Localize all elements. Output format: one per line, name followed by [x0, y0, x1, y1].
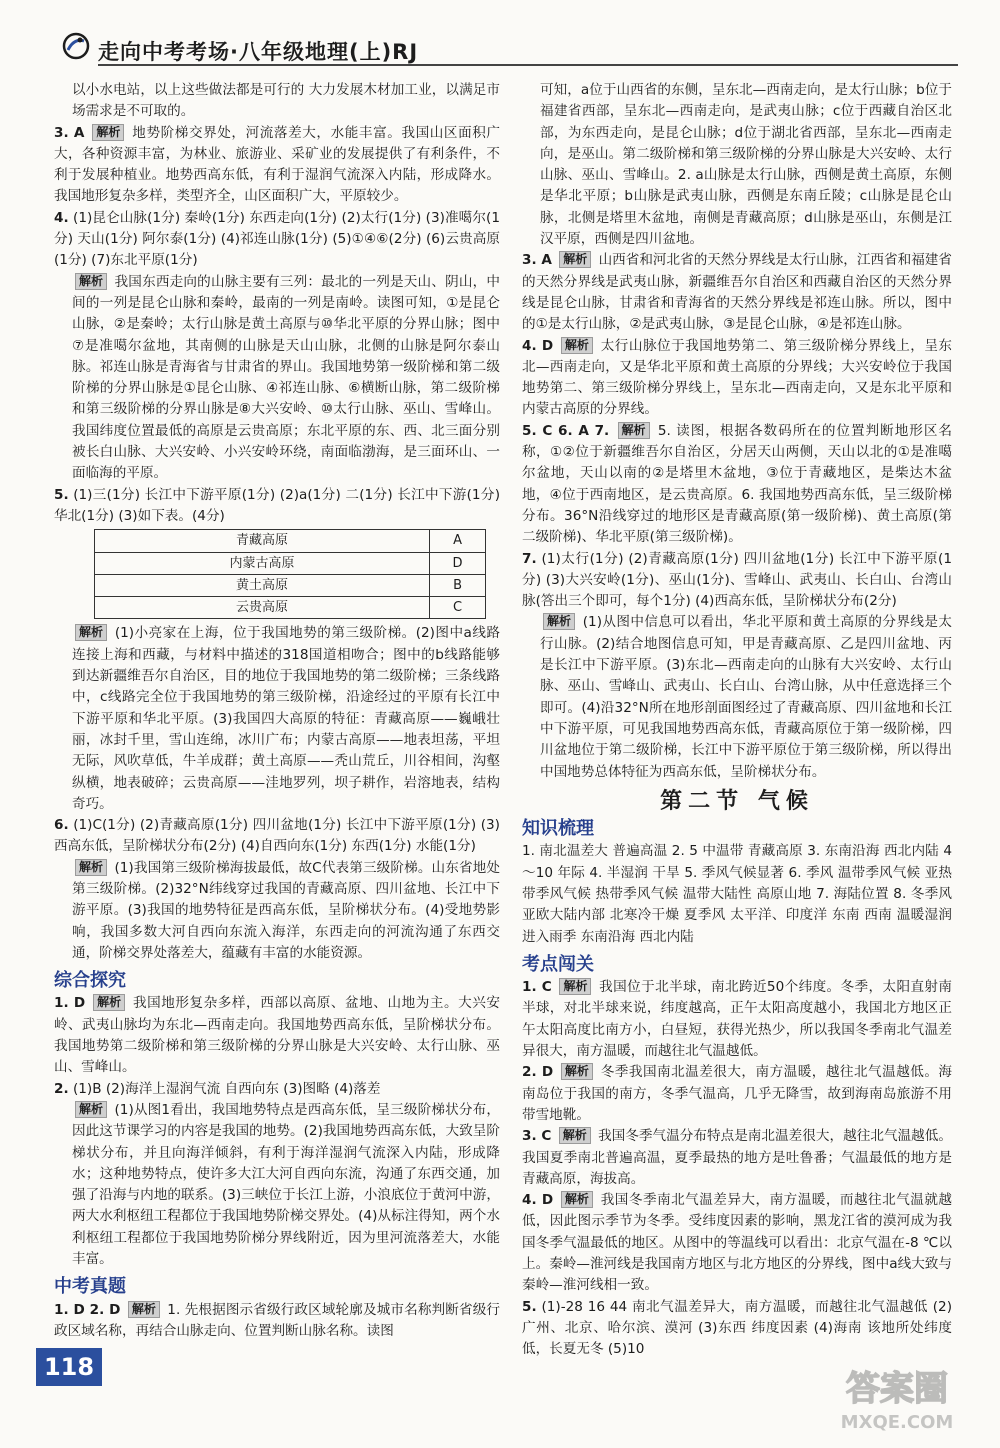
table-cell: 内蒙古高原: [95, 552, 430, 574]
table-cell: D: [430, 552, 486, 574]
q6-answer: (1)C(1分) (2)青藏高原(1分) 四川盆地(1分) 长江中下游平原(1分) (3)西高东低，呈阶梯状分布(2分) (4)自西向东(1分) 东西(1分) 水能(1分): [54, 817, 500, 855]
k1-block: [522, 977, 952, 1062]
q3-block: [54, 123, 500, 208]
k4-number: 4. D: [522, 1192, 554, 1209]
q3-explanation: 地势阶梯交界处，河流落差大，水能丰富。我国山区面积广大，各种资源丰富，为林业、旅游业、采矿业的发展提供了有利条件，不利于发展种植业。地势西高东低，有利于湿润气流深入内陆，形成降水。我国地形复杂多样，类型齐全，山区面积广大，平原较少。: [54, 124, 501, 205]
r3-explanation: 山西省和河北省的天然分界线是太行山脉，江西省和福建省的天然分界线是武夷山脉，新疆维吾尔自治区和西藏自治区的天然分界线是昆仑山脉，甘肃省和青海省的天然分界线是祁连山脉。所以，图中的①是太行山脉，②是武夷山脉，③是昆仑山脉，④是祁连山脉。: [522, 252, 952, 333]
q5-number: 5.: [54, 486, 69, 503]
r7-answer-block: [522, 549, 952, 613]
header-title: 走向中考考场·八年级地理(上)RJ: [98, 40, 419, 64]
z2-answer-block: [54, 1079, 500, 1100]
q5-explanation-block: [54, 623, 500, 815]
section-heading-zhishi: 知识梳理: [522, 818, 594, 840]
header-rule: [98, 64, 958, 66]
table-cell: B: [430, 574, 486, 596]
analysis-tag: 解析: [92, 124, 124, 141]
table-cell: 青藏高原: [95, 530, 430, 552]
z1-number: 1. D: [54, 995, 86, 1012]
analysis-tag: 解析: [75, 1101, 107, 1118]
zk-number: 1. D 2. D: [54, 1301, 121, 1318]
watermark-line1: 答案圈: [846, 1369, 948, 1409]
z2-number: 2.: [54, 1080, 69, 1097]
table-cell: C: [430, 597, 486, 619]
table-cell: 黄土高原: [95, 574, 430, 596]
r4-number: 4. D: [522, 337, 554, 354]
analysis-tag: 解析: [128, 1301, 160, 1318]
section-title-climate: 第二节 气候: [660, 788, 814, 814]
table-row: [95, 552, 486, 574]
k5-answer: (1)-28 16 44 南北气温差异大，南方温暖，而越往北气温越低 (2)广州、北京、哈尔滨、漠河 (3)东西 纬度因素 (4)海南 该地所处纬度低，长夏无冬 (5)10: [522, 1298, 952, 1358]
q6-explanation: (1)我国第三级阶梯海拔最低，故C代表第三级阶梯。山东省地处第三级阶梯。(2)32°N纬线穿过我国的青藏高原、四川盆地、长江中下游平原。(3)我国的地势特征是西高东低，呈阶梯状分布。(4)受地势影响，我国多数大河自西向东流入海洋，东西走向的河流沟通了东西交通，阶梯交界处落差大，蕴藏有丰富的水能资源。: [72, 859, 500, 961]
right-column: [522, 80, 952, 1361]
r4-explanation: 太行山脉位于我国地势第二、第三级阶梯分界线上，呈东北—西南走向，又是华北平原和黄土高原的分界线；大兴安岭位于我国地势第二、第三级阶梯分界线上，呈东北—西南走向，又是东北平原和内蒙古高原的分界线。: [522, 337, 952, 418]
k1-number: 1. C: [522, 979, 552, 996]
q5-answer: (1)三(1分) 长江中下游平原(1分) (2)a(1分) 二(1分) 长江中下游(1分) 华北(1分) (3)如下表。(4分): [54, 486, 500, 524]
plateau-answer-table: [94, 529, 486, 619]
watermark-line2: MXQE.COM: [840, 1412, 954, 1433]
right-intro-text: 可知，a位于山西省的东侧，呈东北—西南走向，是太行山脉；b位于福建省西部，呈东北—西南走向，是武夷山脉；c位于西藏自治区北部，为东西走向，是昆仑山脉；d位于湖北省西部，呈东北—西南走向，是巫山。第二级阶梯和第三级阶梯的分界山脉是大兴安岭、太行山脉、巫山、雪峰山。2. a山脉是太行山脉，西侧是黄土高原，东侧是华北平原；b山脉是武夷山脉，西侧是东南丘陵；c山脉是昆仑山脉，北侧是塔里木盆地，南侧是青藏高原；d山脉是巫山，东侧是江汉平原，西侧是四川盆地。: [540, 82, 952, 248]
analysis-tag: 解析: [561, 1191, 593, 1208]
k1-explanation: 我国位于北半球，南北跨近50个纬度。冬季，太阳直射南半球，对北半球来说，纬度越高，正午太阳高度越小，我国北方地区正午太阳高度比南方小，白昼短，获得光热少，所以我国冬季南北气温差异很大，南方温暖，而越往北气温越低。: [522, 979, 952, 1060]
z2-answer: (1)B (2)海洋上湿润气流 自西向东 (3)图略 (4)落差: [72, 1080, 381, 1097]
k2-block: [522, 1062, 952, 1126]
r5-block: [522, 421, 952, 549]
k3-explanation: 我国冬季气温分布特点是南北温差很大，越往北气温越低。我国夏季南北普遍高温，夏季最热的地方是吐鲁番；气温最低的地方是青藏高原，海拔高。: [522, 1128, 952, 1187]
analysis-tag: 解析: [561, 337, 593, 354]
k2-number: 2. D: [522, 1064, 554, 1081]
k4-block: [522, 1190, 952, 1296]
k5-block: [522, 1297, 952, 1361]
section-heading-zhongkao: 中考真题: [54, 1276, 126, 1298]
k4-explanation: 我国冬季南北气温差异大，南方温暖，而越往北气温就越低，因此图示季节为冬季。受纬度因素的影响，黑龙江省的漠河成为我国冬季气温最低的地区。从图中的等温线可以看出：北京气温在-8 ℃以上。秦岭—淮河线是我国南方地区与北方地区的分界线，图中a线大致与秦岭—淮河线相一致。: [522, 1192, 952, 1294]
table-row: [95, 574, 486, 596]
k3-number: 3. C: [522, 1128, 552, 1145]
analysis-tag: 解析: [543, 613, 575, 630]
analysis-tag: 解析: [561, 1063, 593, 1080]
z1-block: [54, 993, 500, 1078]
k5-number: 5.: [522, 1298, 537, 1315]
section-heading-zonghe: 综合探究: [54, 970, 126, 992]
analysis-tag: 解析: [559, 1127, 591, 1144]
z1-explanation: 我国地形复杂多样，西部以高原、盆地、山地为主。大兴安岭、武夷山脉均为东北—西南走向。我国地势西高东低，呈阶梯状分布。我国地势第二级阶梯和第三级阶梯的分界山脉是大兴安岭、太行山脉、巫山、雪峰山。: [54, 995, 501, 1076]
q4-answer: (1)昆仑山脉(1分) 秦岭(1分) 东西走向(1分) (2)太行(1分) (3)准噶尔(1分) 天山(1分) 阿尔泰(1分) (4)祁连山脉(1分) (5)①④⑥(2分) (6)云贵高原(1分) (7)东北平原(1分): [54, 209, 500, 269]
analysis-tag: 解析: [618, 422, 650, 439]
q3-number: 3. A: [54, 124, 85, 141]
table-cell: A: [430, 530, 486, 552]
table-row: [95, 530, 486, 552]
q5-explanation: (1)小亮家在上海，位于我国地势的第三级阶梯。(2)图中a线路连接上海和西藏，与材料中描述的318国道相吻合；图中的b线路能够到达新疆维吾尔自治区，目的地位于我国地势的第二级阶梯；三条线路中，c线路完全位于我国地势的第三级阶梯，沿途经过的平原有长江中下游平原和华北平原。(3)我国四大高原的特征：青藏高原——巍峨壮丽，冰封千里，雪山连绵，冰川广布；内蒙古高原——地表坦荡，平坦无际，风吹草低，牛羊成群；黄土高原——秃山荒丘，川谷相间，沟壑纵横，地表破碎；云贵高原——洼地罗列，坝子耕作，岩溶地表，结构奇巧。: [72, 625, 500, 812]
q6-explanation-block: [54, 858, 500, 964]
q6-answer-block: [54, 815, 500, 858]
k3-block: [522, 1126, 952, 1190]
q4-explanation-block: [54, 272, 500, 485]
r7-number: 7.: [522, 550, 537, 567]
q4-answer-block: [54, 208, 500, 272]
analysis-tag: 解析: [93, 994, 125, 1011]
section-heading-kaodian: 考点闯关: [522, 953, 594, 975]
table-cell: 云贵高原: [95, 597, 430, 619]
r5-number: 5. C 6. A 7.: [522, 422, 610, 439]
page-header: [54, 30, 954, 70]
analysis-tag: 解析: [559, 251, 591, 268]
analysis-tag: 解析: [75, 273, 107, 290]
k2-explanation: 冬季我国南北温差很大，南方温暖，越往北气温越低。海南岛位于我国的南方，冬季气温高，几乎无降雪，故到海南岛旅游不用带雪地靴。: [522, 1064, 952, 1123]
page-number: 118: [36, 1348, 102, 1386]
q4-number: 4.: [54, 209, 69, 226]
r7-answer: (1)太行(1分) (2)青藏高原(1分) 四川盆地(1分) 长江中下游平原(1分) (3)大兴安岭(1分)、巫山(1分)、雪峰山、武夷山、长白山、台湾山脉(答出三个即可，每个1分) (4)西高东低，呈阶梯状分布(2分): [522, 550, 952, 610]
analysis-tag: 解析: [75, 624, 107, 641]
r3-number: 3. A: [522, 252, 552, 269]
left-intro-text: 以小水电站，以上这些做法都是可行的 大力发展木材加工业，以满足市场需求是不可取的。: [72, 82, 500, 120]
r5-explanation: 5. 读图，根据各数码所在的位置判断地形区名称，①②位于新疆维吾尔自治区，分居天山两侧，天山以北的①是准噶尔盆地，天山以南的②是塔里木盆地，③位于青藏地区，是柴达木盆地，④位于西南地区，是云贵高原。6. 我国地势西高东低，呈三级阶梯分布。36°N沿线穿过的地形区是青藏高原(第一级阶梯)、黄土高原(第二级阶梯)、华北平原(第三级阶梯)。: [522, 422, 953, 546]
r3-block: [522, 250, 952, 335]
r4-block: [522, 336, 952, 421]
watermark-logo: [812, 1360, 982, 1436]
z2-explanation: (1)从图1看出，我国地势特点是西高东低，呈三级阶梯状分布，因此这节课学习的内容是我国的地势。(2)我国地势西高东低，大致呈阶梯状分布，并且向海洋倾斜，有利于海洋湿润气流深入内陆，形成降水；这种地势特点，使许多大江大河自西向东流，沟通了东西交通，加强了沿海与内地的联系。(3)三峡位于长江上游，小浪底位于黄河中游，两大水利枢纽工程都位于我国地势阶梯交界处。(4)从标注得知，两个水利枢纽工程都位于我国地势阶梯分界线附近，因为里河流落差大，水能丰富。: [72, 1101, 500, 1268]
q5-answer-block: [54, 485, 500, 528]
z2-explanation-block: [54, 1100, 500, 1270]
runner-logo-icon: [62, 32, 90, 60]
zhishi-text: 1. 南北温差大 普遍高温 2. 5 中温带 青藏高原 3. 东南沿海 西北内陆 4～10 年际 4. 半湿润 干旱 5. 季风气候显著 6. 季风 温带季风气候 亚热带季风气候 热带季风气候 温带大陆性 高原山地 7. 海陆位置 8. 冬季风 亚欧大陆内部 北寒冷干燥 夏季风 太平洋、印度洋 东南 西南 温暖湿润 进入雨季 东南沿海 西北内陆: [522, 843, 952, 945]
zk-block: [54, 1300, 500, 1343]
analysis-tag: 解析: [559, 978, 591, 995]
r7-explanation: (1)从图中信息可以看出，华北平原和黄土高原的分界线是太行山脉。(2)结合地图信息可知，甲是青藏高原、乙是四川盆地、丙是长江中下游平原。(3)东北—西南走向的山脉有大兴安岭、太行山脉、巫山、雪峰山、武夷山、长白山、台湾山脉，从中任意选择三个即可。(4)沿32°N所在地形剖面图经过了青藏高原、四川盆地和长江中下游平原，可见我国地势西高东低，青藏高原位于第一级阶梯，四川盆地位于第二级阶梯，长江中下游平原位于第三级阶梯，所以得出中国地势总体特征为西高东低，呈阶梯状分布。: [540, 614, 952, 780]
table-row: [95, 597, 486, 619]
zk-explanation: 1. 先根据图示省级行政区域轮廓及城市名称判断省级行政区域名称，再结合山脉走向、位置判断山脉名称。读图: [54, 1301, 501, 1339]
q6-number: 6.: [54, 817, 69, 834]
left-column: [54, 80, 500, 1342]
r7-explanation-block: [522, 612, 952, 782]
analysis-tag: 解析: [75, 859, 107, 876]
q4-explanation: 我国东西走向的山脉主要有三列：最北的一列是天山、阴山，中间的一列是昆仑山脉和秦岭，最南的一列是南岭。读图可知，①是昆仑山脉，②是秦岭；太行山脉是黄土高原与⑩华北平原的分界山脉；图中⑦是准噶尔盆地，其南侧的山脉是天山山脉，北侧的山脉是阿尔泰山脉。祁连山脉是青海省与甘肃省的界山。我国地势第一级阶梯和第二级阶梯的分界山脉是①昆仑山脉、④祁连山脉、⑥横断山脉，第二级阶梯和第三级阶梯的分界山脉是⑧大兴安岭、⑩太行山脉、巫山、雪峰山。我国纬度位置最低的高原是云贵高原；东北平原的东、西、北三面分别被长白山脉、大兴安岭、小兴安岭环绕，南面临渤海，是三面环山、一面临海的平原。: [72, 273, 501, 482]
